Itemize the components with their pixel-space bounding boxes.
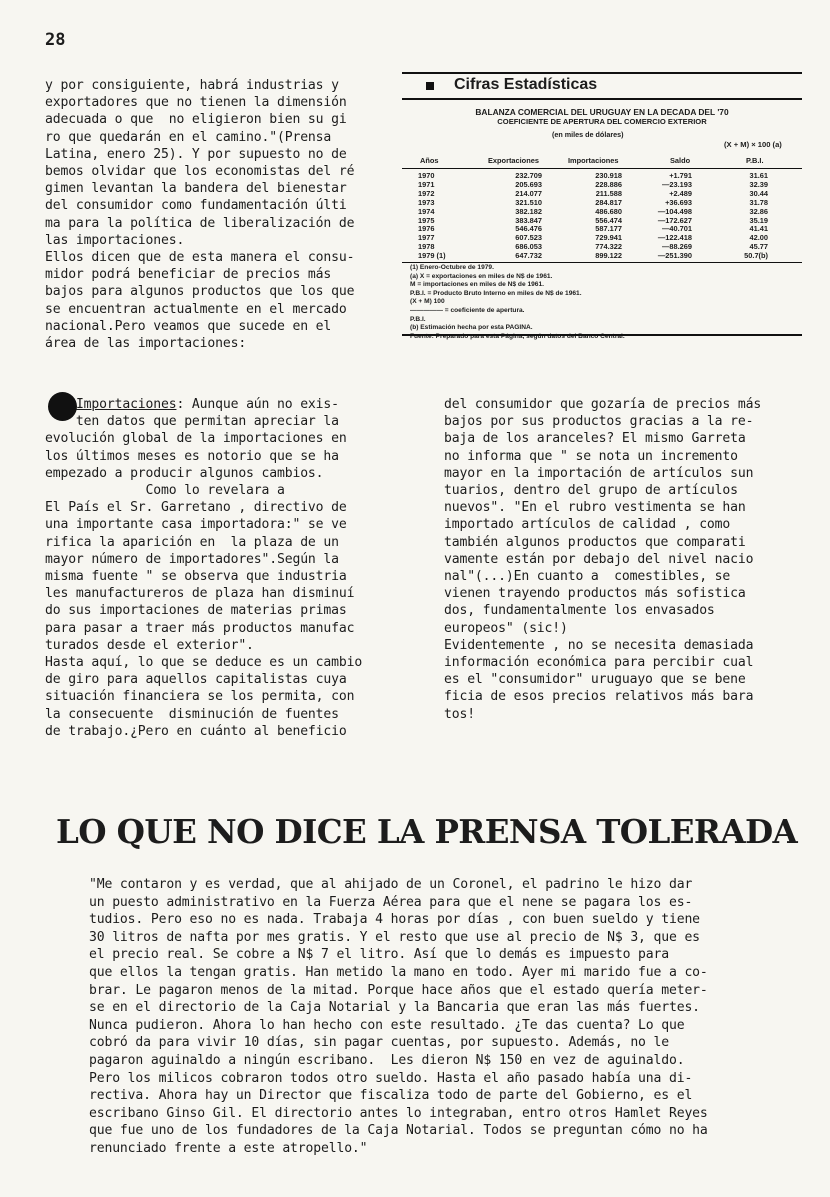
exports-cell: 546.476 <box>515 224 542 234</box>
text-line: Como lo revelara a <box>45 483 285 499</box>
quoted-testimony <box>89 876 789 1158</box>
pbi-cell: 32.39 <box>749 179 768 189</box>
table-units: (en miles de dólares) <box>552 130 624 139</box>
text-line: bemos olvidar que los economistas del ré <box>45 164 355 180</box>
table-title: BALANZA COMERCIAL DEL URUGUAY EN LA DECADA DEL '70 <box>475 107 729 117</box>
table-header-rule <box>402 168 802 169</box>
text-line: tuarios, dentro del grupo de artículos <box>444 483 738 499</box>
text-line: les manufactureros de plaza han disminuí <box>45 586 355 602</box>
article-column-mid-right <box>444 396 794 723</box>
text-line: de trabajo.¿Pero en cuánto al beneficio <box>45 723 347 739</box>
statistics-box <box>402 72 802 340</box>
year-cell: 1978 <box>418 242 435 252</box>
exports-cell: 232.709 <box>515 171 542 180</box>
balance-cell: +1.791 <box>669 171 692 180</box>
text-line: importado artículos de calidad , como <box>444 517 731 533</box>
table-note: M = importaciones en miles de N$ de 1961. <box>410 281 544 289</box>
exports-cell: 382.182 <box>515 206 542 216</box>
text-line: área de las importaciones: <box>45 336 247 352</box>
imports-cell: 230.918 <box>595 171 622 180</box>
imports-cell: 211.588 <box>595 188 622 198</box>
text-line: evolución global de la importaciones en <box>45 431 347 447</box>
year-cell: 1977 <box>418 233 435 243</box>
text-line: Importaciones: Aunque aún no exis- <box>75 397 339 412</box>
table-row <box>402 243 774 252</box>
text-line: El País el Sr. Garretano , directivo de <box>45 500 347 516</box>
exports-cell: 686.053 <box>515 242 542 252</box>
table-row <box>402 234 774 243</box>
year-cell: 1976 <box>418 224 435 234</box>
text-line: Nunca pudieron. Ahora lo han hecho con este resultado. ¿Te das cuenta? Lo que <box>89 1017 685 1033</box>
text-line: Latina, enero 25). Y por supuesto no de <box>45 146 347 162</box>
year-cell: 1973 <box>418 197 435 207</box>
text-line: nal"(...)En cuanto a comestibles, se <box>444 569 731 585</box>
text-line: ma para la política de liberalización de <box>45 215 355 231</box>
pbi-cell: 31.61 <box>749 171 768 180</box>
text-line: nuevos". "En el rubro vestimenta se han <box>444 500 746 516</box>
exports-cell: 383.847 <box>515 215 542 225</box>
balance-cell: —23.193 <box>662 179 692 189</box>
text-line: los últimos meses es notorio que se ha <box>45 448 339 464</box>
text-line: se en el directorio de la Caja Notarial y la Bancaria que eran las más fuertes. <box>89 1000 700 1016</box>
text-line: Ellos dicen que de esta manera el consu- <box>45 250 355 266</box>
text-line: tos! <box>444 706 475 722</box>
table-notes <box>410 264 625 341</box>
text-line: tudios. Pero eso no es nada. Trabaja 4 horas por días , con buen sueldo y tiene <box>89 912 700 928</box>
table-note: (X + M) 100 <box>410 298 445 306</box>
text-line: para pasar a traer más productos manufac <box>45 620 355 636</box>
text-line: bajos para algunos productos que los que <box>45 284 355 300</box>
column-header-exportaciones: Exportaciones <box>488 156 539 165</box>
column-header-pbi: P.B.I. <box>746 156 764 165</box>
text-line: que fue uno de los fundadores de la Caja Notarial. Todos se preguntan cómo no ha <box>89 1123 708 1139</box>
text-line: turados desde el exterior". <box>45 637 254 653</box>
text-line: empezado a producir algunos cambios. <box>45 465 324 481</box>
balance-cell: —88.269 <box>662 242 692 252</box>
pbi-cell: 42.00 <box>749 233 768 243</box>
text-line: un puesto administrativo en la Fuerza Aérea para que el nene se pagara los es- <box>89 894 693 910</box>
text-line: "Me contaron y es verdad, que al ahijado de un Coronel, el padrino le hizo dar <box>89 877 693 892</box>
text-line: Hasta aquí, lo que se deduce es un cambio <box>45 655 363 671</box>
imports-cell: 587.177 <box>595 224 622 234</box>
pbi-cell: 32.86 <box>749 206 768 216</box>
text-line: una importante casa importadora:" se ve <box>45 517 347 533</box>
table-note: ————— = coeficiente de apertura. <box>410 306 525 314</box>
table-row <box>402 252 774 261</box>
imports-cell: 228.886 <box>595 179 622 189</box>
statistics-box-bottom-rule <box>402 334 802 336</box>
table-note: (b) Estimación hecha por esta PAGINA. <box>410 324 533 332</box>
text-line: ro que quedarán en el camino."(Prensa <box>45 129 332 145</box>
text-line: de giro para aquellos capitalistas cuya <box>45 672 347 688</box>
table-row <box>402 225 774 234</box>
imports-cell: 729.941 <box>595 233 622 243</box>
balance-cell: +36.693 <box>665 197 692 207</box>
text-line: renunciado frente a este atropello." <box>89 1140 368 1156</box>
text-line: gimen levantan la bandera del bienestar <box>45 181 347 197</box>
year-cell: 1974 <box>418 206 435 216</box>
balance-cell: —251.390 <box>657 251 692 261</box>
headline: LO QUE NO DICE LA PRENSA TOLERADA <box>56 812 798 851</box>
text-line: se encuentran actualmente en el mercado <box>45 301 347 317</box>
text-line: misma fuente " se observa que industria <box>45 569 347 585</box>
text-line: no informa que " se nota un incremento <box>444 448 738 464</box>
pbi-cell: 35.19 <box>749 215 768 225</box>
statistics-box-title: Cifras Estadísticas <box>454 76 598 93</box>
imports-cell: 284.817 <box>595 197 622 207</box>
year-cell: 1971 <box>418 179 435 189</box>
text-line: mayor en la importación de artículos sun <box>444 465 754 481</box>
text-line: dos, fundamentalmente los envasados <box>444 603 715 619</box>
article-column-top-left <box>45 77 380 352</box>
table-row <box>402 190 774 199</box>
table-row <box>402 199 774 208</box>
balance-cell: —40.701 <box>662 224 692 234</box>
table-row <box>402 172 774 181</box>
text-line: información económica para percibir cual <box>444 655 754 671</box>
text-line: Pero los milicos cobraron todos otro sueldo. Hasta el año pasado había una di- <box>89 1070 693 1086</box>
text-line: rectiva. Ahora hay un Director que fiscaliza todo de parte del Gobierno, es el <box>89 1088 693 1104</box>
text-line: es el "consumidor" uruguayo que se bene <box>444 672 746 688</box>
text-line: las importaciones. <box>45 232 185 248</box>
balance-cell: —172.627 <box>657 215 692 225</box>
year-cell: 1979 (1) <box>418 251 446 261</box>
imports-cell: 899.122 <box>595 251 622 261</box>
text-line: 30 litros de nafta por mes gratis. Y el resto que use al precio de N$ 3, que es <box>89 929 700 945</box>
text-line: situación financiera se los permita, con <box>45 689 355 705</box>
text-line: adecuada o que no eligieron bien su gi <box>45 112 347 128</box>
text-line: pagaron aguinaldo a ningún escribano. Les dieron N$ 150 en vez de aguinaldo. <box>89 1052 685 1068</box>
year-cell: 1972 <box>418 188 435 198</box>
pbi-cell: 41.41 <box>749 224 768 234</box>
text-line: que ellos la tengan gratis. Han metido la mano en todo. Ayer mi marido fue a co- <box>89 964 708 980</box>
square-bullet-icon <box>426 82 434 90</box>
trade-balance-table <box>402 172 774 261</box>
text-line: baja de los aranceles? El mismo Garreta <box>444 431 746 447</box>
text-line: rifica la aparición en la plaza de un <box>45 534 339 550</box>
text-line: midor podrá beneficiar de precios más <box>45 267 332 283</box>
table-subtitle: COEFICIENTE DE APERTURA DEL COMERCIO EXTERIOR <box>497 117 707 126</box>
text-line: brar. Le pagaron menos de la mitad. Porque hace años que el estado quería meter- <box>89 982 708 998</box>
table-row <box>402 181 774 190</box>
text-line: ten datos que permitan apreciar la <box>45 414 339 430</box>
text-line: del consumidor que gozaría de precios más <box>444 397 762 412</box>
article-column-mid-left <box>45 396 390 740</box>
pbi-cell: 45.77 <box>749 242 768 252</box>
page-number: 28 <box>45 30 66 50</box>
table-formula: (X + M) × 100 (a) <box>724 140 782 149</box>
column-header-saldo: Saldo <box>670 156 691 165</box>
text-line: bajos por sus productos gracias a la re- <box>444 414 754 430</box>
section-lead-word: Importaciones <box>75 397 177 412</box>
imports-cell: 774.322 <box>595 242 622 252</box>
balance-cell: +2.489 <box>669 188 692 198</box>
text-line: mayor número de importadores".Según la <box>45 551 339 567</box>
pbi-cell: 31.78 <box>749 197 768 207</box>
text-line: exportadores que no tienen la dimensión <box>45 95 347 111</box>
table-note: Fuente: Preparado para esta Página, según datos del Banco Central. <box>410 332 625 340</box>
text-line: escribano Ginso Gil. El directorio antes lo integraban, entro otros Hamlet Reyes <box>89 1105 708 1121</box>
table-bottom-rule <box>402 262 802 263</box>
statistics-box-header <box>402 72 802 100</box>
balance-cell: —104.498 <box>657 206 692 216</box>
imports-cell: 556.474 <box>595 215 622 225</box>
table-note: P.B.I. = Producto Bruto Interno en miles de N$ de 1961. <box>410 289 582 297</box>
exports-cell: 205.693 <box>515 179 542 189</box>
imports-cell: 486.680 <box>595 206 622 216</box>
exports-cell: 214.077 <box>515 188 542 198</box>
year-cell: 1970 <box>418 171 435 180</box>
text-line: vienen trayendo productos más sofistica <box>444 586 746 602</box>
pbi-cell: 50.7(b) <box>744 251 768 261</box>
text-line: el precio real. Se cobre a N$ 7 el litro. Así que lo demás es impuesto para <box>89 947 669 963</box>
exports-cell: 607.523 <box>515 233 542 243</box>
table-note: (1) Enero-Octubre de 1979. <box>410 264 494 271</box>
pbi-cell: 30.44 <box>749 188 768 198</box>
year-cell: 1975 <box>418 215 435 225</box>
text-line: do sus importaciones de materias primas <box>45 603 347 619</box>
text-line: europeos" (sic!) <box>444 620 568 636</box>
text-line: nacional.Pero veamos que sucede en el <box>45 318 332 334</box>
text-line: ficia de esos precios relativos más bara <box>444 689 754 705</box>
table-row <box>402 217 774 226</box>
text-line: del consumidor como fundamentación últi <box>45 198 347 214</box>
exports-cell: 321.510 <box>515 197 542 207</box>
column-header-importaciones: Importaciones <box>568 156 619 165</box>
text-line: la consecuente disminución de fuentes <box>45 706 339 722</box>
table-note: P.B.I. <box>410 315 426 323</box>
table-row <box>402 208 774 217</box>
text-line: también algunos productos que comparati <box>444 534 746 550</box>
text-line: cobró da para vivir 10 días, sin pagar cuentas, por supuesto. Además, no le <box>89 1035 669 1051</box>
text-line: y por consiguiente, habrá industrias y <box>45 78 339 93</box>
balance-cell: —122.418 <box>657 233 692 243</box>
exports-cell: 647.732 <box>515 251 542 261</box>
table-note: (a) X = exportaciones en miles de N$ de 1961. <box>410 272 553 280</box>
column-header-anos: Años <box>420 156 439 165</box>
text-line: Evidentemente , no se necesita demasiada <box>444 637 754 653</box>
text-line: vamente están por debajo del nivel nacio <box>444 551 754 567</box>
